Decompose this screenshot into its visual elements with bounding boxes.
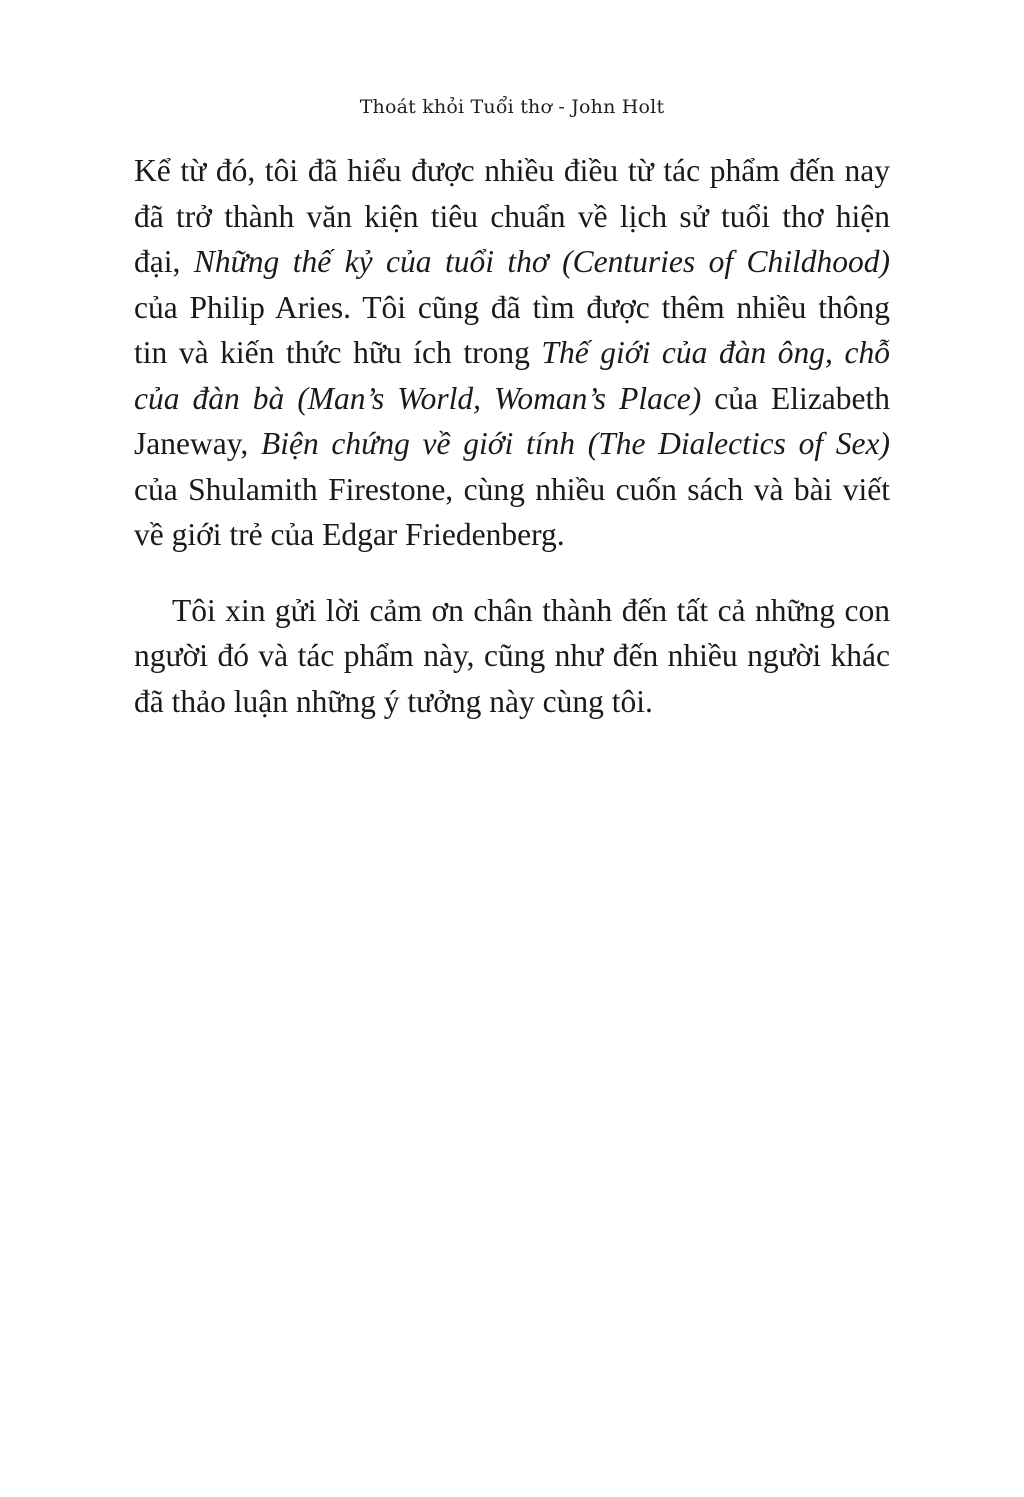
paragraph-1-text-1: Kể từ đó, tôi đã hiểu được nhiều điều từ tác phẩm đến nay đã trở thành văn kiện tiêu chuẩn về lịch sử tuổi thơ hiện đại, <box>134 153 890 279</box>
paragraph-1-text-4: của Shulamith Firestone, cùng nhiều cuốn sách và bài viết về giới trẻ của Edgar Friedenberg. <box>134 471 890 552</box>
page-body <box>134 148 890 724</box>
book-title-dialectics-of-sex: Biện chứng về giới tính (The Dialectics of Sex) <box>261 426 890 461</box>
paragraph-2: Tôi xin gửi lời cảm ơn chân thành đến tất cả những con người đó và tác phẩm này, cũng như đến nhiều người khác đã thảo luận những ý tưởng này cùng tôi. <box>134 592 890 719</box>
paragraph-1-text-3: của Elizabeth Janeway, <box>134 380 890 461</box>
paragraph-1 <box>134 148 890 558</box>
book-title-centuries-of-childhood: Những thế kỷ của tuổi thơ (Centuries of Childhood) <box>193 244 891 279</box>
paragraph-1-text-2: của Philip Aries. Tôi cũng đã tìm được thêm nhiều thông tin và kiến thức hữu ích trong <box>134 289 890 370</box>
running-header: Thoát khỏi Tuổi thơ - John Holt <box>359 96 665 118</box>
book-title-mans-world-womans-place: Thế giới của đàn ông, chỗ của đàn bà (Man’s World, Woman’s Place) <box>134 335 890 416</box>
